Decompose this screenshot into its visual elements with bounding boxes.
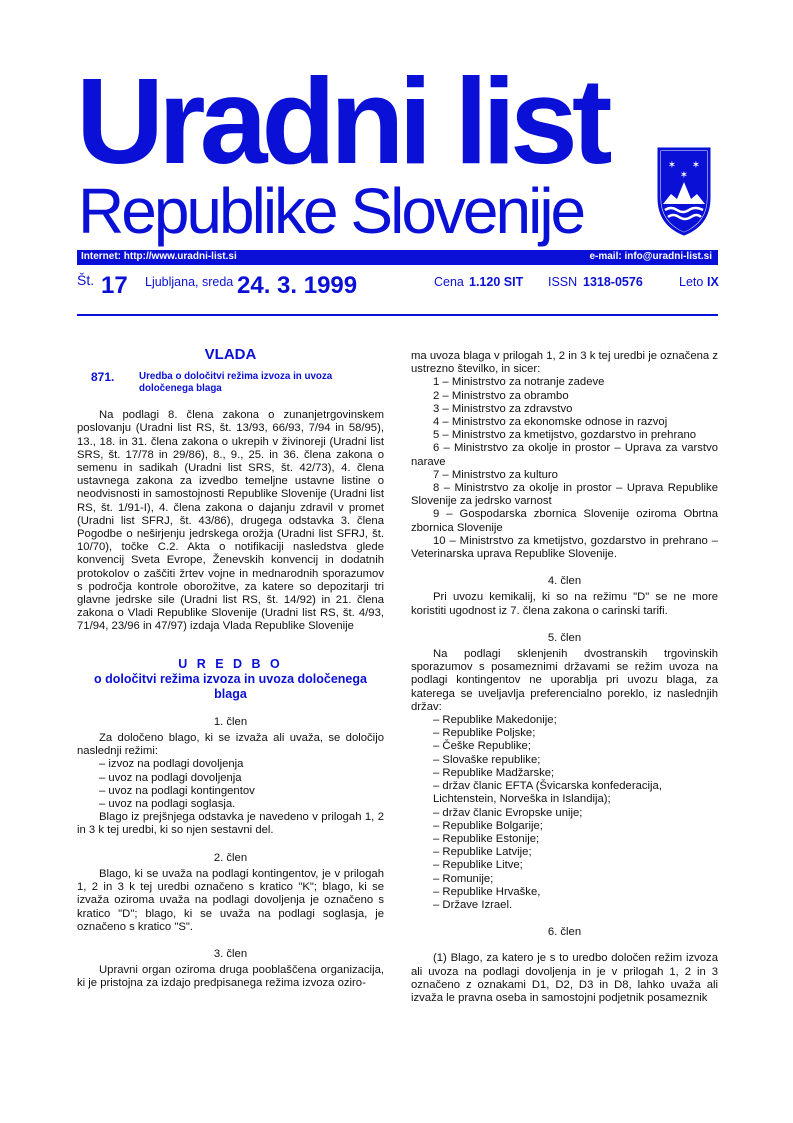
internet-address: Internet: http://www.uradni-list.si xyxy=(81,251,237,262)
web-contact-bar xyxy=(77,250,718,265)
article-1-heading: 1. člen xyxy=(213,715,248,728)
issue-info-row xyxy=(77,270,718,306)
list-item: 10 – Ministrstvo za kmetijstvo, gozdarstvo in prehrano – Veterinarska uprava Republike Slovenije. xyxy=(411,534,718,561)
issue-number-label: Št. xyxy=(77,272,95,288)
list-item: – uvoz na podlagi dovoljenja xyxy=(99,771,242,784)
list-item: – izvoz na podlagi dovoljenja xyxy=(99,758,244,771)
list-item: 8 – Ministrstvo za okolje in prostor – Uprava Republike Slovenije za jedrsko varnost xyxy=(411,482,718,508)
list-item: – držav članic Evropske unije; xyxy=(433,806,583,819)
act-header xyxy=(77,371,384,395)
section-heading: VLADA xyxy=(204,346,257,363)
list-item: – Republike Litve; xyxy=(433,859,523,872)
issn-label: ISSN xyxy=(548,275,578,289)
article-4-heading: 4. člen xyxy=(547,575,582,588)
act-title: Uredba o določitvi režima izvoza in uvoza določenega blaga xyxy=(139,371,333,395)
masthead-title: Uradni list xyxy=(76,53,607,189)
article-6-paragraph: (1) Blago, za katero je s to uredbo določen režim izvoza ali uvoza na podlagi dovoljenja in je v prilogah 1, 2 in 3 označeno z oznakami D1, D2, D3 in D8, lahko uvaža ali izvaža le pravna oseba in samostojni podjetnik posameznik xyxy=(411,952,718,1004)
email-address: e-mail: info@uradni-list.si xyxy=(589,251,712,262)
list-item: – Republike Hrvaške, xyxy=(433,885,541,898)
preamble: Na podlagi 8. člena zakona o zunanjetrgovinskem poslovanju (Uradni list RS, št. 13/93, 66/93, 7/94 in 58/95), 13., 18. in 31. člena zakona o ukrepih v živinoreji (Uradni list SRS, št. 17/78 in 29/86), 8., 9., 25. in 36. člena zakona o semenu in sadikah (Uradni list SRS, št. 42/73), 4. člena ustavnega zakona za izvedbo temeljne ustavne listine o neodvisnosti in samostojnosti Republike Slovenije (Uradni list RS, št. 1/91-I), 4. člena zakona o dajanju zdravil v promet (Uradni list SFRJ, št. 43/86), drugega odstavka 3. člena Pogodbe o neširjenju jedrskega orožja (Uradni list SFRJ, št. 10/70), točke C.2. Akta o notifikaciji nasledstva glede konvencij Sveta Evrope, Ženevskih konvencij in dodatnih protokolov o zaščiti žrtev vojne in mednarodnih sporazumov s področja kontrole oborožitve, za katere so depozitarji tri glavne jedrske sile (Uradni list RS, št. 14/92) in 21. člena zakona o Vladi Republike Slovenije (Uradni list RS, št. 4/93, 71/94, 23/96 in 47/97) izdaja Vlada Republike Slovenije xyxy=(77,409,384,633)
article-6-heading: 6. člen xyxy=(547,926,582,939)
decree-title: U R E D B O xyxy=(178,656,283,671)
regime-list xyxy=(77,758,384,811)
list-item: 7 – Ministrstvo za kulturo xyxy=(433,468,558,481)
list-item: 9 – Gospodarska zbornica Slovenije oziroma Obrtna zbornica Slovenije xyxy=(411,508,718,534)
svg-text:✶: ✶ xyxy=(691,160,701,171)
article-1-paragraph-2: Blago iz prejšnjega odstavka je navedeno v prilogah 1, 2 in 3 k tej uredbi, ki so njen sestavni del. xyxy=(77,811,384,837)
article-4-paragraph: Pri uvozu kemikalij, ki so na režimu "D" se ne more koristiti ugodnost iz 7. člena zakona o carinski tarifi. xyxy=(411,591,718,617)
list-item: – Države Izrael. xyxy=(433,898,513,911)
right-column xyxy=(411,350,718,1005)
svg-text:✶: ✶ xyxy=(667,160,677,171)
list-item: – uvoz na podlagi kontingentov xyxy=(99,784,255,797)
list-item: 2 – Ministrstvo za obrambo xyxy=(433,389,569,402)
list-item: – Republike Madžarske; xyxy=(433,766,555,779)
list-item: – Češke Republike; xyxy=(433,740,531,753)
place-day: Ljubljana, sreda xyxy=(145,275,234,289)
article-2-heading: 2. člen xyxy=(213,851,248,864)
list-item: – držav članic EFTA (Švicarska konfederacija, Lichtenstein, Norveška in Islandija); xyxy=(433,780,662,806)
header-rule xyxy=(77,314,718,316)
list-item: – Republike Estonije; xyxy=(433,832,540,845)
issue-number: 17 xyxy=(101,272,128,299)
svg-text:✶: ✶ xyxy=(679,170,689,181)
act-number: 871. xyxy=(91,370,115,385)
slovenian-coat-of-arms-icon xyxy=(651,146,717,236)
decree-subtitle: o določitvi režima izvoza in uvoza določenega blaga xyxy=(94,671,367,701)
list-item: – Slovaške republike; xyxy=(433,753,541,766)
country-list xyxy=(411,714,718,912)
list-item: – Republike Poljske; xyxy=(433,727,536,740)
article-5-heading: 5. člen xyxy=(547,631,582,644)
masthead-subtitle: Republike Slovenije xyxy=(78,175,584,247)
list-item: 4 – Ministrstvo za ekonomske odnose in razvoj xyxy=(433,416,668,429)
ministry-list xyxy=(411,376,718,561)
list-item: 6 – Ministrstvo za okolje in prostor – Uprava za varstvo narave xyxy=(411,442,718,468)
issn: 1318-0576 xyxy=(583,275,643,289)
price: 1.120 SIT xyxy=(469,275,524,289)
list-item: – Republike Makedonije; xyxy=(433,714,557,727)
list-item: – Republike Latvije; xyxy=(433,846,532,859)
list-item: – Romunije; xyxy=(433,872,494,885)
year-label: Leto xyxy=(679,275,704,289)
article-3-heading: 3. člen xyxy=(213,947,248,960)
price-label: Cena xyxy=(434,275,464,289)
article-2-paragraph: Blago, ki se uvaža na podlagi kontingentov, je v prilogah 1, 2 in 3 k tej uredbi označeno s kratico "K"; blago, ki se izvaža oziroma uvaža na podlagi dovoljenja je označeno s kratico "D"; blago, ki se uvaža na podlagi soglasja, je označeno s kratico "S". xyxy=(77,867,384,933)
article-5-paragraph: Na podlagi sklenjenih dvostranskih trgovinskih sporazumov s posameznimi državami se režim uvoza na podlagi kontingentov ne uporablja pri uvozu blaga, za katerega se uveljavlja preferencialno poreklo, iz naslednjih držav: xyxy=(411,648,718,713)
list-item: – uvoz na podlagi soglasja. xyxy=(99,798,236,811)
list-item: 5 – Ministrstvo za kmetijstvo, gozdarstvo in prehrano xyxy=(433,429,697,442)
list-item: – Republike Bolgarije; xyxy=(433,819,543,832)
article-1-paragraph: Za določeno blago, ki se izvaža ali uvaža, se določijo naslednji režimi: xyxy=(77,732,384,758)
continuation-paragraph: ma uvoza blaga v prilogah 1, 2 in 3 k tej uredbi je označena z ustrezno številko, in sicer: xyxy=(411,350,718,376)
issue-date: 24. 3. 1999 xyxy=(237,272,358,299)
article-3-paragraph: Upravni organ oziroma druga pooblaščena organizacija, ki je pristojna za izdajo predpisanega režima izvoza oziro- xyxy=(77,964,384,990)
list-item: 1 – Ministrstvo za notranje zadeve xyxy=(433,376,605,389)
year: IX xyxy=(707,275,719,289)
left-column xyxy=(77,348,384,991)
list-item: 3 – Ministrstvo za zdravstvo xyxy=(433,402,573,415)
